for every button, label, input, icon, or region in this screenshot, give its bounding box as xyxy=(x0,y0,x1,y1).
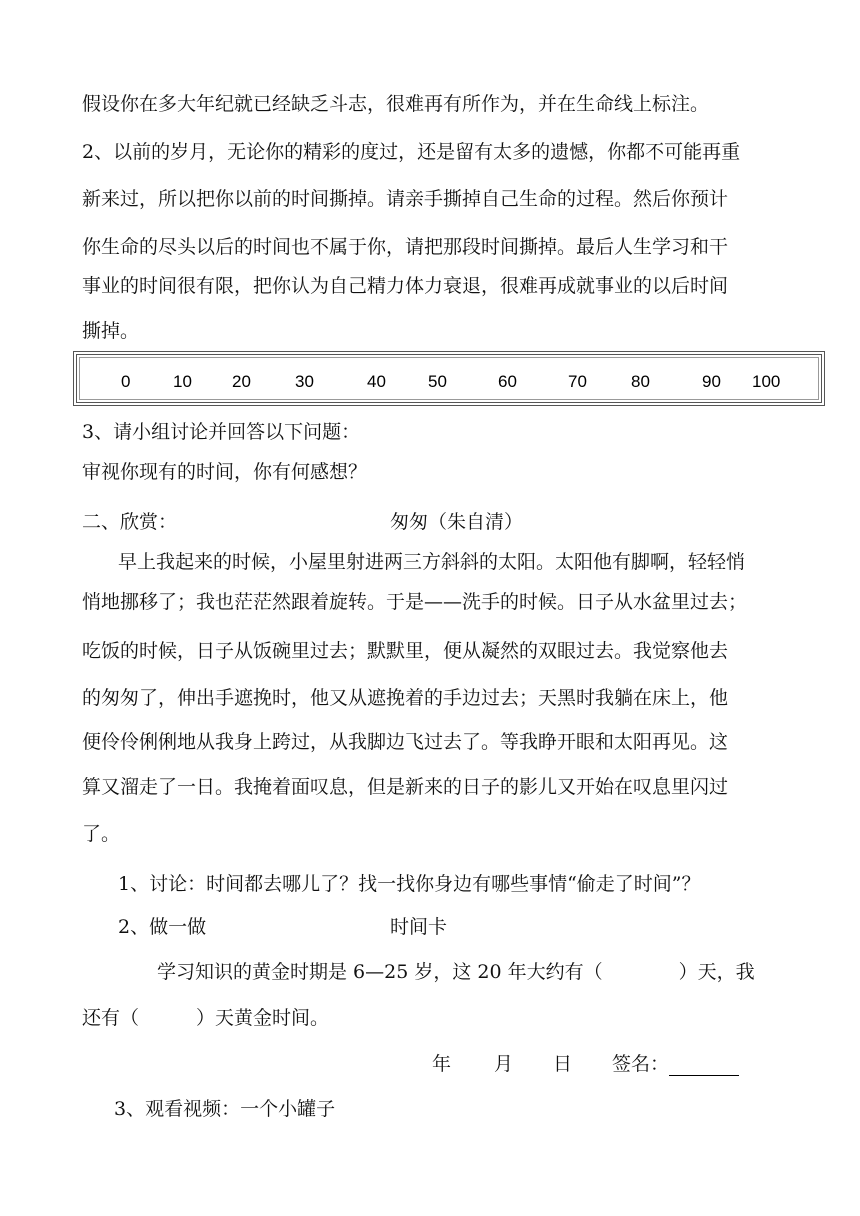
date-day-label: 日 xyxy=(553,1053,573,1075)
activity-discussion: 1、讨论：时间都去哪儿了？找一找你身边有哪些事情“偷走了时间”？ xyxy=(118,873,701,895)
text-line: 事业的时间很有限，把你认为自己精力体力衰退，很难再成就事业的以后时间 xyxy=(82,275,729,297)
essay-line: 早上我起来的时候，小屋里射进两三方斜斜的太阳。太阳他有脚啊，轻轻悄 xyxy=(118,551,746,573)
signature-label: 签名： xyxy=(612,1053,670,1075)
life-line-tick: 30 xyxy=(295,372,314,391)
essay-line: 的匆匆了，伸出手遮挽时，他又从遮挽着的手边过去；天黑时我躺在床上，他 xyxy=(82,687,729,709)
life-line-tick: 70 xyxy=(568,372,587,391)
signature-field xyxy=(612,1052,739,1076)
essay-line: 吃饭的时候，日子从饭碗里过去；默默里，便从凝然的双眼过去。我觉察他去 xyxy=(82,640,729,662)
life-line-ruler xyxy=(73,351,825,406)
life-line-tick: 100 xyxy=(752,372,781,391)
date-year-label: 年 xyxy=(432,1053,452,1075)
signature-blank xyxy=(669,1055,739,1076)
text-line: 新来过，所以把你以前的时间撕掉。请亲手撕掉自己生命的过程。然后你预计 xyxy=(82,188,729,210)
life-line-tick: 80 xyxy=(631,372,650,391)
essay-line: 算又溜走了一日。我掩着面叹息，但是新来的日子的影儿又开始在叹息里闪过 xyxy=(82,776,729,798)
activity-label: 2、做一做 xyxy=(118,916,207,938)
text-line: 假设你在多大年纪就已经缺乏斗志，很难再有所作为，并在生命线上标注。 xyxy=(82,93,710,115)
life-line-tick: 20 xyxy=(232,372,251,391)
essay-title: 匆匆（朱自清） xyxy=(390,511,524,533)
text-line: 撕掉。 xyxy=(82,320,140,342)
text-line: 2、以前的岁月，无论你的精彩的度过，还是留有太多的遗憾，你都不可能再重 xyxy=(82,141,741,163)
discussion-question: 3、请小组讨论并回答以下问题： xyxy=(82,421,361,443)
life-line-tick: 0 xyxy=(121,372,131,391)
time-card-title: 时间卡 xyxy=(390,916,448,938)
essay-line: 悄地挪移了；我也茫茫然跟着旋转。于是——洗手的时候。日子从水盆里过去； xyxy=(82,591,748,613)
life-line-tick: 60 xyxy=(498,372,517,391)
life-line-tick: 90 xyxy=(702,372,721,391)
essay-line: 便伶伶俐俐地从我身上跨过，从我脚边飞过去了。等我睁开眼和太阳再见。这 xyxy=(82,731,729,753)
time-card-text: 学习知识的黄金时期是 6—25 岁，这 20 年大约有（ ）天，我 xyxy=(157,961,755,983)
life-line-tick: 40 xyxy=(367,372,386,391)
activity-video: 3、观看视频：一个小罐子 xyxy=(114,1098,336,1120)
discussion-prompt: 审视你现有的时间，你有何感想？ xyxy=(82,461,368,483)
essay-line: 了。 xyxy=(82,823,121,845)
time-card-text: 还有（ ）天黄金时间。 xyxy=(82,1007,330,1029)
section-heading: 二、欣赏： xyxy=(82,511,178,533)
life-line-tick: 10 xyxy=(173,372,192,391)
text-line: 你生命的尽头以后的时间也不属于你，请把那段时间撕掉。最后人生学习和干 xyxy=(82,236,729,258)
life-line-tick: 50 xyxy=(428,372,447,391)
date-month-label: 月 xyxy=(494,1053,514,1075)
